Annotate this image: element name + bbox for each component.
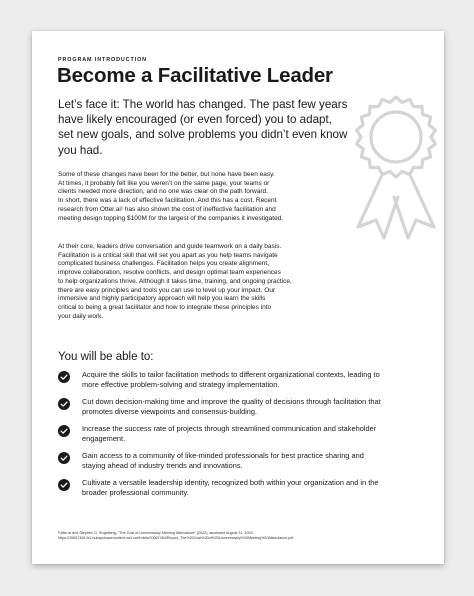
footnote-line[interactable]: https://20067454.fs1.hubspotusercontent-na1.net/hubfs/20067454/Report_The%20Cost%20of%20Unnecessary%20Meeting%20Attendance.pdf xyxy=(58,536,294,541)
body-line: improve collaboration, resolve conflicts, and design optimal team experiences xyxy=(58,269,281,277)
footnote-line: ¹Otter.ai and Stephen G. Rogelberg, “The Cost of Unnecessary Meeting Attendance” (2022), accessed August 31, 2023, xyxy=(58,531,254,535)
outcome-text xyxy=(82,424,432,443)
outcome-line: more effective problem-solving and strategy implementation. xyxy=(82,379,280,389)
body-line: Some of these changes have been for the better, but none have been easy. xyxy=(58,171,275,178)
check-circle-icon xyxy=(58,371,70,383)
check-circle-icon xyxy=(58,452,70,464)
body-line: At their core, leaders drive conversation and guide teamwork on a daily basis. xyxy=(58,243,282,250)
outcome-text xyxy=(82,451,432,470)
outcome-line: broader professional community. xyxy=(82,487,189,497)
check-circle-icon xyxy=(58,398,70,410)
lead-line: Let’s face it: The world has changed. The past few years xyxy=(58,98,348,111)
body-line: complicated business challenges. Facilitation helps you create alignment, xyxy=(58,260,270,268)
outcome-item xyxy=(58,371,428,393)
document-page xyxy=(32,31,444,564)
lead-line: have likely encouraged (or even forced) you to adapt, xyxy=(58,113,332,127)
body-line: At times, it probably felt like you weren’t on the same page, your teams or xyxy=(58,179,270,187)
body-line: there are easy principles and tools you can use to level up your impact. Our xyxy=(58,286,276,294)
outcome-line: promotes diverse viewpoints and consensus-building. xyxy=(82,406,258,416)
outcome-item xyxy=(58,479,428,501)
body-line: critical to being a great facilitator and how to integrate these principles into xyxy=(58,303,272,311)
lead-line: you had. xyxy=(58,143,103,157)
outcome-line: Gain access to a community of like-minded professionals for best practice sharing and xyxy=(82,451,364,460)
body-line: clients needed more direction, and no one was clear on the path forward. xyxy=(58,188,268,196)
outcomes-heading: You will be able to: xyxy=(58,351,154,363)
body-line: immersive and highly participatory approach will help you learn the skills xyxy=(58,295,266,303)
outcome-line: Acquire the skills to tailor facilitation methods to different organizational contexts, leading to xyxy=(82,370,380,379)
body-line: your daily work. xyxy=(58,312,104,320)
outcome-line: staying ahead of industry trends and innovations. xyxy=(82,460,243,470)
outcome-line: Increase the success rate of projects through streamlined communication and stakeholder xyxy=(82,424,377,433)
page-title: Become a Facilitative Leader xyxy=(57,64,333,87)
outcome-item xyxy=(58,452,428,474)
outcome-item xyxy=(58,398,428,420)
body-line: Facilitation is a critical skill that will set you apart as you help teams navigate xyxy=(58,251,278,259)
lead-line: set new goals, and solve problems you didn’t even know xyxy=(58,128,348,142)
outcome-line: Cultivate a versatile leadership identity, recognized both within your organization and in the xyxy=(82,478,379,487)
lead-paragraph xyxy=(58,97,403,158)
footnote xyxy=(58,531,293,541)
outcome-line: engagement. xyxy=(82,433,126,443)
body-paragraph-1 xyxy=(58,171,358,223)
check-circle-icon xyxy=(58,479,70,491)
body-line: meeting design topping $100M for the largest of the companies it investigated. xyxy=(58,214,284,222)
outcome-text xyxy=(82,370,432,389)
body-paragraph-2 xyxy=(58,243,358,321)
body-line: In short, there was a lack of effective facilitation. And this has a cost. Recent xyxy=(58,197,277,205)
outcome-text xyxy=(82,397,432,416)
eyebrow-label: PROGRAM INTRODUCTION xyxy=(58,57,147,63)
outcome-item xyxy=(58,425,428,447)
body-line: research from Otter.ai¹ has also shown the cost of ineffective facilitation and xyxy=(58,205,276,213)
body-line: to help organizations thrive. Although it takes time, training, and ongoing practice, xyxy=(58,277,292,285)
outcome-line: Cut down decision-making time and improve the quality of decisions through facilitation that xyxy=(82,397,381,406)
outcome-text xyxy=(82,478,432,497)
check-circle-icon xyxy=(58,425,70,437)
